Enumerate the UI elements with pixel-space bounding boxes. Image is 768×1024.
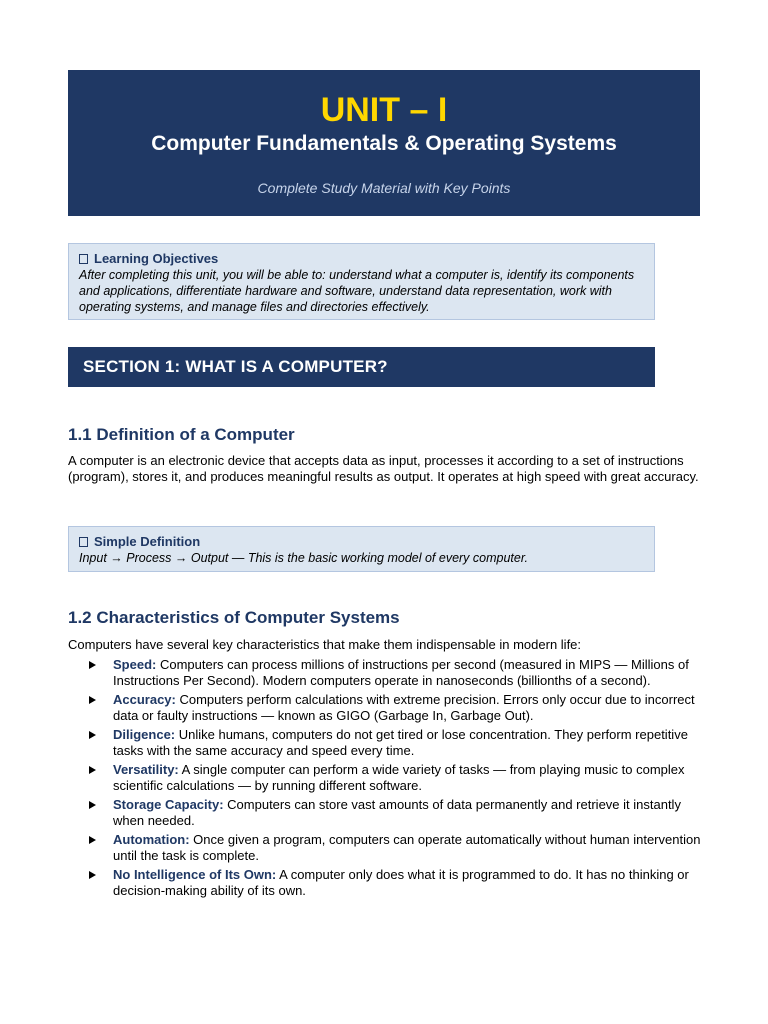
title-banner bbox=[68, 70, 700, 216]
definition-heading: 1.1 Definition of a Computer bbox=[68, 425, 295, 444]
bullet-term: No Intelligence of Its Own: bbox=[113, 867, 277, 882]
bullet-term: Accuracy: bbox=[113, 692, 176, 707]
simple-definition-label: Simple Definition bbox=[94, 534, 201, 549]
section-title: SECTION 1: WHAT IS A COMPUTER? bbox=[83, 357, 388, 376]
bullet-text: Computers can process millions of instructions per second (measured in MIPS — Millions of Instructions Per Second). Modern computers operate in nanoseconds (billionths of a second). bbox=[113, 657, 689, 689]
section-banner bbox=[68, 347, 655, 387]
triangle-bullet-icon bbox=[89, 696, 96, 704]
definition-paragraph: A computer is an electronic device that accepts data as input, processes it according to a set of instructions (program), stores it, and produces meaningful results as output. It operates at high speed with great accuracy. bbox=[68, 453, 699, 485]
bullet-text: Once given a program, computers can operate automatically without human intervention until the task is complete. bbox=[113, 832, 701, 864]
characteristics-heading: 1.2 Characteristics of Computer Systems bbox=[68, 608, 400, 627]
list-item bbox=[68, 762, 708, 794]
triangle-bullet-icon bbox=[89, 731, 96, 739]
bullet-text: Unlike humans, computers do not get tired or lose concentration. They perform repetitive tasks with the same accuracy and speed every time. bbox=[113, 727, 688, 759]
unit-tagline: Complete Study Material with Key Points bbox=[257, 180, 511, 196]
triangle-bullet-icon bbox=[89, 836, 96, 844]
triangle-bullet-icon bbox=[89, 661, 96, 669]
learning-objectives-text: After completing this unit, you will be able to: understand what a computer is, identify its components and applications, differentiate hardware and software, understand data representation, work with operating systems, and manage files and directories effectively. bbox=[79, 268, 635, 314]
simple-definition-heading bbox=[79, 534, 644, 550]
learning-objectives-heading bbox=[79, 251, 644, 267]
learning-objectives-box bbox=[68, 243, 655, 320]
bullet-text: Computers perform calculations with extreme precision. Errors only occur due to incorrect data or faulty instructions — known as GIGO (Garbage In, Garbage Out). bbox=[113, 692, 695, 724]
bullet-term: Storage Capacity: bbox=[113, 797, 224, 812]
unit-title: UNIT – I bbox=[320, 91, 448, 129]
characteristics-intro: Computers have several key characteristics that make them indispensable in modern life: bbox=[68, 637, 582, 652]
characteristics-list bbox=[68, 657, 708, 902]
square-icon bbox=[79, 254, 88, 264]
list-item bbox=[68, 867, 708, 899]
unit-subtitle: Computer Fundamentals & Operating Systems bbox=[151, 132, 617, 155]
triangle-bullet-icon bbox=[89, 871, 96, 879]
bullet-term: Automation: bbox=[113, 832, 190, 847]
list-item bbox=[68, 727, 708, 759]
simple-definition-box bbox=[68, 526, 655, 572]
bullet-text: A single computer can perform a wide variety of tasks — from playing music to complex scientific calculations — by running different software. bbox=[113, 762, 685, 794]
list-item bbox=[68, 692, 708, 724]
list-item bbox=[68, 797, 708, 829]
bullet-term: Speed: bbox=[113, 657, 157, 672]
simple-definition-text: Input → Process → Output — This is the basic working model of every computer. bbox=[79, 551, 529, 565]
bullet-text: Computers can store vast amounts of data permanently and retrieve it instantly when needed. bbox=[113, 797, 681, 829]
list-item bbox=[68, 657, 708, 689]
bullet-term: Diligence: bbox=[113, 727, 176, 742]
bullet-term: Versatility: bbox=[113, 762, 179, 777]
bullet-text: A computer only does what it is programmed to do. It has no thinking or decision-making ability of its own. bbox=[113, 867, 689, 899]
learning-objectives-label: Learning Objectives bbox=[94, 251, 219, 266]
triangle-bullet-icon bbox=[89, 801, 96, 809]
square-icon bbox=[79, 537, 88, 547]
list-item bbox=[68, 832, 708, 864]
triangle-bullet-icon bbox=[89, 766, 96, 774]
